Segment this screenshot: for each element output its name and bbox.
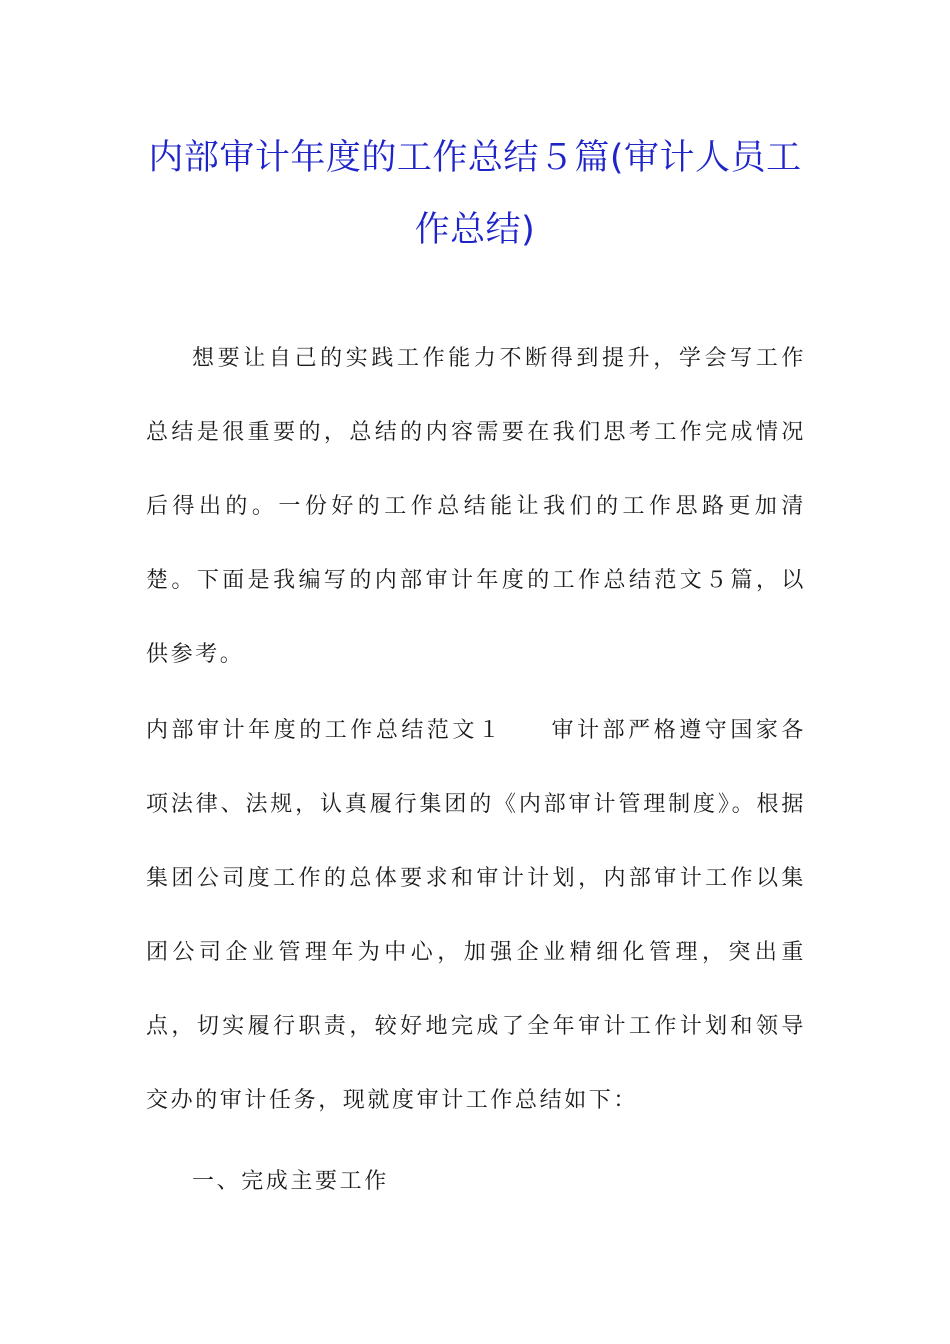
- document-title: 内部审计年度的工作总结５篇(审计人员工作总结): [148, 138, 802, 250]
- section-heading: 一、完成主要工作: [192, 1169, 389, 1194]
- intro-paragraph: 想要让自己的实践工作能力不断得到提升，学会写工作总结是很重要的，总结的内容需要在我们思考工作完成情况后得出的。一份好的工作总结能让我们的工作思路更加清楚。下面是我编写的内部审计年度的工作总结范文５篇，以供参考。: [146, 346, 806, 667]
- sample-1-label: 内部审计年度的工作总结范文１: [146, 718, 504, 743]
- sample-1-text: 审计部严格遵守国家各项法律、法规，认真履行集团的《内部审计管理制度》。根据集团公司度工作的总体要求和审计计划，内部审计工作以集团公司企业管理年为中心，加强企业精细化管理，突出重点，切实履行职责，较好地完成了全年审计工作计划和领导交办的审计任务，现就度审计工作总结如下：: [146, 718, 806, 1113]
- sample-1-paragraph: [146, 694, 806, 1138]
